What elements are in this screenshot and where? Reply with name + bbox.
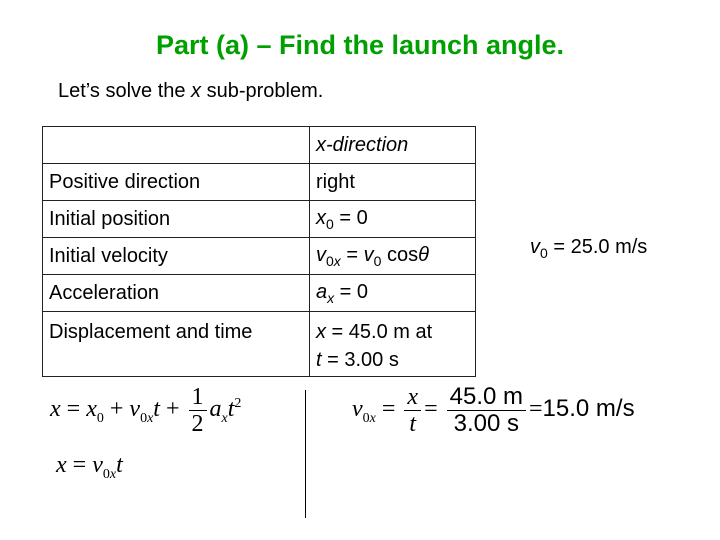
vertical-divider [305, 390, 306, 518]
denominator-t: t [409, 411, 417, 437]
value-denominator: 3.00 s [453, 410, 519, 437]
row-value-initial-position: $x_0 = 0$ [310, 201, 476, 238]
row-label: Initial position [43, 201, 310, 238]
table-row [43, 164, 476, 201]
table-row [43, 312, 476, 377]
x-direction-header: x-direction [316, 133, 409, 156]
position-equation: $x = x_0 + v_{0x}t$ + $\frac{1}{2}$ $a_xt^2$ [50, 384, 242, 437]
header-empty-cell [43, 127, 310, 164]
subtitle-variable: x [191, 80, 202, 102]
subtitle-prefix: Let’s solve the [58, 80, 192, 102]
one-half-fraction [189, 384, 207, 437]
row-value: right [310, 164, 476, 201]
subtitle-suffix: sub-problem. [201, 80, 324, 102]
velocity-result: 15.0 m/s [542, 395, 635, 423]
row-label: Acceleration [43, 275, 310, 312]
table-row [43, 238, 476, 275]
header-cell [310, 127, 476, 164]
page-title: Part (a) – Find the launch angle. [155, 30, 565, 60]
row-value-initial-velocity: $v_{0x} = v_0$ cosθ [310, 238, 476, 275]
fraction-numerator: 1 [189, 384, 207, 411]
value-fraction [447, 384, 526, 437]
table-header-row [43, 127, 476, 164]
initial-speed-note: $v_0 = 25.0$ m/s [530, 236, 648, 261]
subtitle [58, 80, 323, 103]
velocity-calculation: $v_{0x}$ = $\frac{x}{t}$ = $\frac{45.0 m}{3.00 s}$ =15.0 m/s [352, 383, 635, 437]
row-value-displacement-time: x = 45.0 m at t = 3.00 s [310, 312, 476, 377]
table-row [43, 275, 476, 312]
value-numerator: 45.0 m [447, 384, 526, 411]
table-row [43, 201, 476, 238]
fraction-denominator: 2 [191, 411, 204, 437]
properties-table [42, 126, 476, 377]
simplified-equation: $x = v_{0x}t$ [56, 452, 123, 482]
row-label: Positive direction [43, 164, 310, 201]
x-over-t-fraction [404, 384, 421, 437]
row-value-acceleration: $a_x = 0$ [310, 275, 476, 312]
row-label: Displacement and time [43, 312, 310, 377]
row-label: Initial velocity [43, 238, 310, 275]
numerator-x: x [407, 384, 419, 410]
